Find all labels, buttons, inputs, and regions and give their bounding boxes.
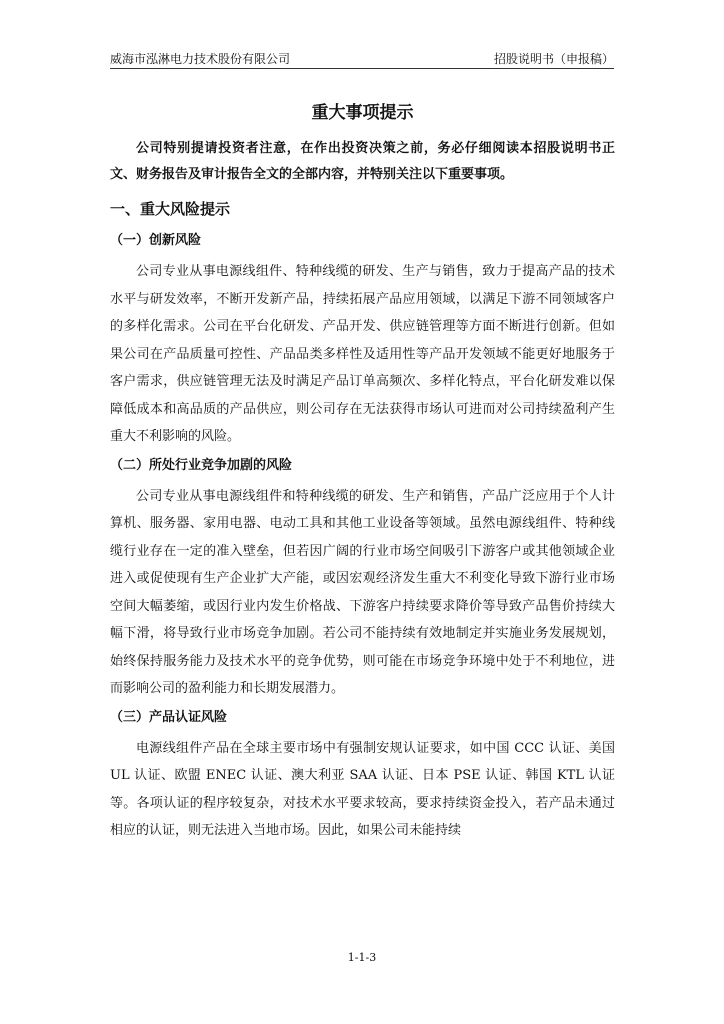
subsection-heading-competition-risk: （二）所处行业竞争加剧的风险 (110, 457, 293, 473)
subsection-heading-innovation-risk: （一）创新风险 (110, 233, 202, 248)
page-content (110, 90, 615, 845)
paragraph-innovation-risk: 公司专业从事电源线组件、特种线缆的研发、生产与销售，致力于提高产品的技术水平与研发效率，不断开发新产品，持续拓展产品应用领域，以满足下游不同领域客户的多样化需求。公司在平台化研发、产品开发、供应链管理等方面不断进行创新。但如果公司在产品质量可控性、产品品类多样性及适用性等产品开发领域不能更好地服务于客户需求，供应链管理无法及时满足产品订单高频次、多样化特点，平台化研发难以保障低成本和高品质的产品供应，则公司存在无法获得市场认可进而对公司持续盈利产生重大不利影响的风险。 (110, 264, 615, 444)
page-header (110, 50, 614, 69)
header-document-type: 招股说明书（申报稿） (493, 52, 614, 66)
paragraph-certification-risk: 电源线组件产品在全球主要市场中有强制安规认证要求，如中国 CCC 认证、美国 UL 认证、欧盟 ENEC 认证、澳大利亚 SAA 认证、日本 PSE 认证、韩国 KTL 认证等。各项认证的程序较复杂，对技术水平要求较高，要求持续资金投入，若产品未通过相应的认证，则无法进入当地市场。因此，如果公司未能持续 (110, 740, 615, 838)
intro-paragraph: 公司特别提请投资者注意，在作出投资决策之前，务必仔细阅读本招股说明书正文、财务报告及审计报告全文的全部内容，并特别关注以下重要事项。 (110, 141, 615, 182)
section-heading-major-risks: 一、重大风险提示 (110, 200, 231, 218)
paragraph-competition-risk: 公司专业从事电源线组件和特种线缆的研发、生产和销售，产品广泛应用于个人计算机、服务器、家用电器、电动工具和其他工业设备等领域。虽然电源线组件、特种线缆行业存在一定的准入壁垒，但若因广阔的行业市场空间吸引下游客户或其他领域企业进入或促使现有生产企业扩大产能，或因宏观经济发生重大不利变化导致下游行业市场空间大幅萎缩，或因行业内发生价格战、下游客户持续要求降价等导致产品售价持续大幅下滑，将导致行业市场竞争加剧。若公司不能持续有效地制定并实施业务发展规划，始终保持服务能力及技术水平的竞争优势，则可能在市场竞争环境中处于不利地位，进而影响公司的盈利能力和长期发展潜力。 (110, 488, 615, 696)
header-company-name: 威海市泓淋电力技术股份有限公司 (110, 52, 291, 66)
subsection-heading-certification-risk: （三）产品认证风险 (110, 709, 228, 725)
page-title: 重大事项提示 (311, 103, 414, 123)
page-number: 1-1-3 (347, 951, 377, 964)
